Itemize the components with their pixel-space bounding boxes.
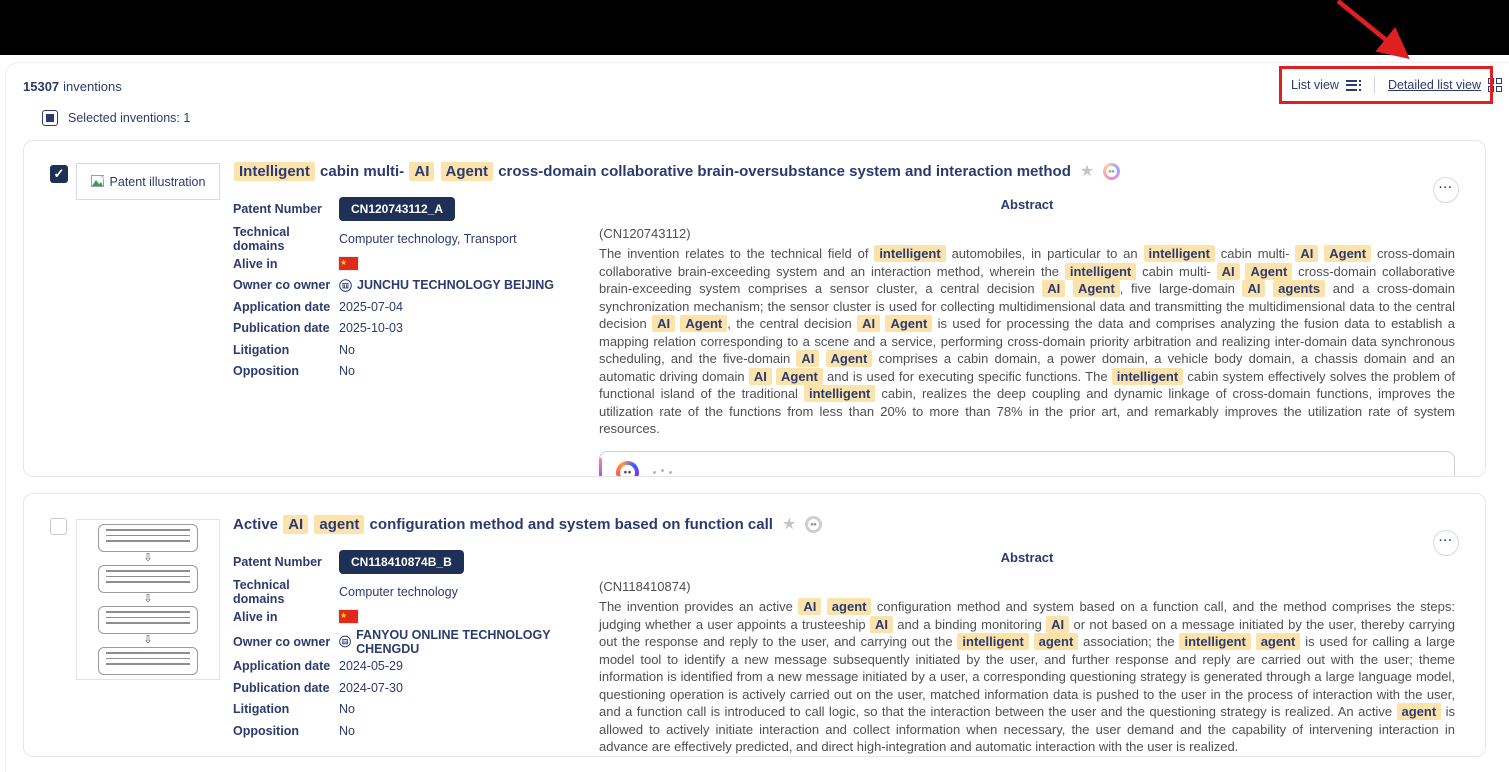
patent-detail-columns xyxy=(233,550,1455,756)
publication-date-value: 2024-07-30 xyxy=(339,680,403,695)
patent-illustration-thumbnail[interactable] xyxy=(76,163,220,200)
field-label-owner: Owner co owner xyxy=(233,278,331,293)
selected-count-label: Selected inventions: 1 xyxy=(68,111,191,125)
flag-star: ★ xyxy=(340,611,348,621)
checkbox-indeterminate-mark xyxy=(46,114,54,122)
technical-domains-value: Computer technology, Transport xyxy=(339,232,517,246)
flowchart-image: ⇩ ⇩ ⇩ xyxy=(98,524,198,675)
patent-number-badge[interactable]: CN120743112_A xyxy=(339,197,455,221)
field-label-litigation: Litigation xyxy=(233,342,290,357)
more-actions-button[interactable]: ··· xyxy=(1433,530,1459,556)
ai-assistant-icon[interactable] xyxy=(1103,163,1120,180)
opposition-value: No xyxy=(339,364,355,379)
results-count-label: inventions xyxy=(63,79,122,94)
more-actions-button[interactable]: ··· xyxy=(1433,177,1459,203)
patent-card-content xyxy=(233,514,1455,756)
typing-indicator-dots xyxy=(653,471,672,474)
publication-date-value: 2025-10-03 xyxy=(339,321,403,336)
field-label-owner: Owner co owner xyxy=(233,634,331,649)
field-label-technical-domains: Technical domains xyxy=(233,578,290,606)
patent-title[interactable]: Intelligent cabin multi- AI Agent cross-domain collaborative brain-oversubstance system and interaction method xyxy=(233,163,1071,180)
field-label-patent-number: Patent Number xyxy=(233,555,322,569)
technical-domains-value: Computer technology xyxy=(339,585,458,599)
field-label-technical-domains: Technical domains xyxy=(233,225,290,253)
list-view-icon xyxy=(1346,80,1361,91)
selected-inventions-row xyxy=(42,110,190,126)
results-count xyxy=(23,79,122,94)
ai-assistant-icon[interactable] xyxy=(805,516,822,533)
results-count-number: 15307 xyxy=(23,79,60,94)
field-label-patent-number: Patent Number xyxy=(233,202,322,216)
patent-title-row xyxy=(233,514,1455,534)
field-label-application-date: Application date xyxy=(233,659,331,674)
litigation-value: No xyxy=(339,702,355,717)
field-label-litigation: Litigation xyxy=(233,702,290,717)
owner-value[interactable]: JUNCHU TECHNOLOGY BEIJING xyxy=(339,278,554,292)
field-label-opposition: Opposition xyxy=(233,723,299,738)
toolbar-divider xyxy=(1374,76,1375,94)
flag-star: ★ xyxy=(340,258,348,268)
patent-select-checkbox[interactable] xyxy=(50,518,67,535)
ai-assistant-logo-icon xyxy=(616,461,639,477)
application-date-value: 2024-05-29 xyxy=(339,659,403,674)
detailed-list-view-label: Detailed list view xyxy=(1387,78,1482,92)
patent-card xyxy=(23,140,1486,477)
select-all-checkbox[interactable] xyxy=(42,110,58,126)
list-view-label: List view xyxy=(1291,78,1339,92)
abstract-publication-ref: (CN120743112) xyxy=(599,226,691,241)
china-flag-icon xyxy=(339,257,358,270)
abstract-publication-ref: (CN118410874) xyxy=(599,579,691,594)
patent-info-column xyxy=(233,197,599,477)
patent-number-badge[interactable]: CN118410874B_B xyxy=(339,550,464,574)
china-flag-icon xyxy=(339,610,358,623)
company-icon xyxy=(339,279,352,292)
patent-info-column xyxy=(233,550,599,756)
opposition-value: No xyxy=(339,723,355,738)
detailed-list-view-button[interactable] xyxy=(1388,78,1502,92)
field-label-opposition: Opposition xyxy=(233,364,299,379)
company-icon xyxy=(339,635,351,648)
field-label-alive-in: Alive in xyxy=(233,609,278,624)
patent-select-checkbox[interactable]: ✓ xyxy=(50,165,68,183)
patent-card-content xyxy=(233,161,1455,477)
field-label-application-date: Application date xyxy=(233,299,331,314)
broken-image-icon xyxy=(91,175,106,188)
field-label-publication-date: Publication date xyxy=(233,680,330,695)
abstract-heading: Abstract xyxy=(1000,197,1054,212)
abstract-text: The invention provides an active AI agent configuration method and system based on a function call, and the method comprises the steps: judging whether a user appoints a trusteeship AI and a binding monitoring AI or not based on a message initiated by the user, thereby carrying out the response and reply to the user, and carrying out the intelligent agent association; the intelligent agent is used for calling a large model tool to identify a new message subsequently initiated by the user, and further response and reply are carried out with the user; theme information is identified from a new message initiated by a user, a corresponding questioning strategy is generated through a large language model, questioning operation is actively carried out on the user, matched information data is pushed to the user in the process of interaction with the user, and a function call is introduced to call logic, so that the interaction between the user and the questioning strategy is realized. An active agent is allowed to actively initiate interaction and collect information when necessary, the user demand and the capability of intervening interaction in advance are effectively predicted, and direct high-integration and automatic interaction with the user is realized. xyxy=(599,599,1456,754)
view-toolbar xyxy=(1291,73,1502,97)
owner-value[interactable]: FANYOU ONLINE TECHNOLOGY CHENGDU xyxy=(339,628,599,656)
ai-chat-input[interactable] xyxy=(599,451,1455,478)
patent-detail-columns xyxy=(233,197,1455,477)
patent-title-row xyxy=(233,161,1455,181)
abstract-column xyxy=(599,550,1455,756)
abstract-text: The invention relates to the technical field of intelligent automobiles, in particular to an intelligent cabin multi- AI Agent cross-domain collaborative brain-exceeding system and an interaction method, wherein the intelligent cabin multi- AI Agent cross-domain collaborative brain-exceeding system comprises a sensor cluster, a central decision AI Agent , five large-domain AI agents and a cross-domain synchronization mechanism; the sensor cluster is used for collecting multidimensional data and transmitting the multidimensional data to the central decision AI Agent , the central decision AI Agent is used for processing the data and comprises analyzing the fusion data to establish a mapping relation corresponding to a scene and a service, performing cross-domain priority arbitration and realizing inter-domain data synchronous scheduling, and the five-domain AI Agent comprises a cabin domain, a power domain, a vehicle body domain, a chassis domain and an automatic driving domain AI Agent and is used for executing specific functions. The intelligent cabin system effectively solves the problem of functional island of the traditional intelligent cabin, realizes the deep coupling and dynamic linkage of cross-domain functions, improves the utilization rate of the functions from less than 20% to more than 78% in the prior art, and remarkably improves the utilization rate of system resources. xyxy=(599,246,1455,436)
list-view-button[interactable] xyxy=(1291,78,1361,92)
favorite-star-icon[interactable]: ★ xyxy=(1079,163,1095,180)
favorite-star-icon[interactable]: ★ xyxy=(781,516,797,533)
patent-illustration-thumbnail[interactable] xyxy=(76,519,220,680)
litigation-value: No xyxy=(339,342,355,357)
patent-card xyxy=(23,493,1486,757)
field-label-publication-date: Publication date xyxy=(233,321,330,336)
abstract-column xyxy=(599,197,1455,477)
patent-title[interactable]: Active AI agent configuration method and system based on function call xyxy=(233,515,773,533)
abstract-heading: Abstract xyxy=(1000,550,1054,565)
field-label-alive-in: Alive in xyxy=(233,256,278,271)
application-date-value: 2025-07-04 xyxy=(339,299,403,314)
patent-illustration-alt-text: Patent illustration xyxy=(109,174,206,189)
grid-view-icon xyxy=(1488,78,1502,92)
top-black-bar xyxy=(0,0,1509,55)
